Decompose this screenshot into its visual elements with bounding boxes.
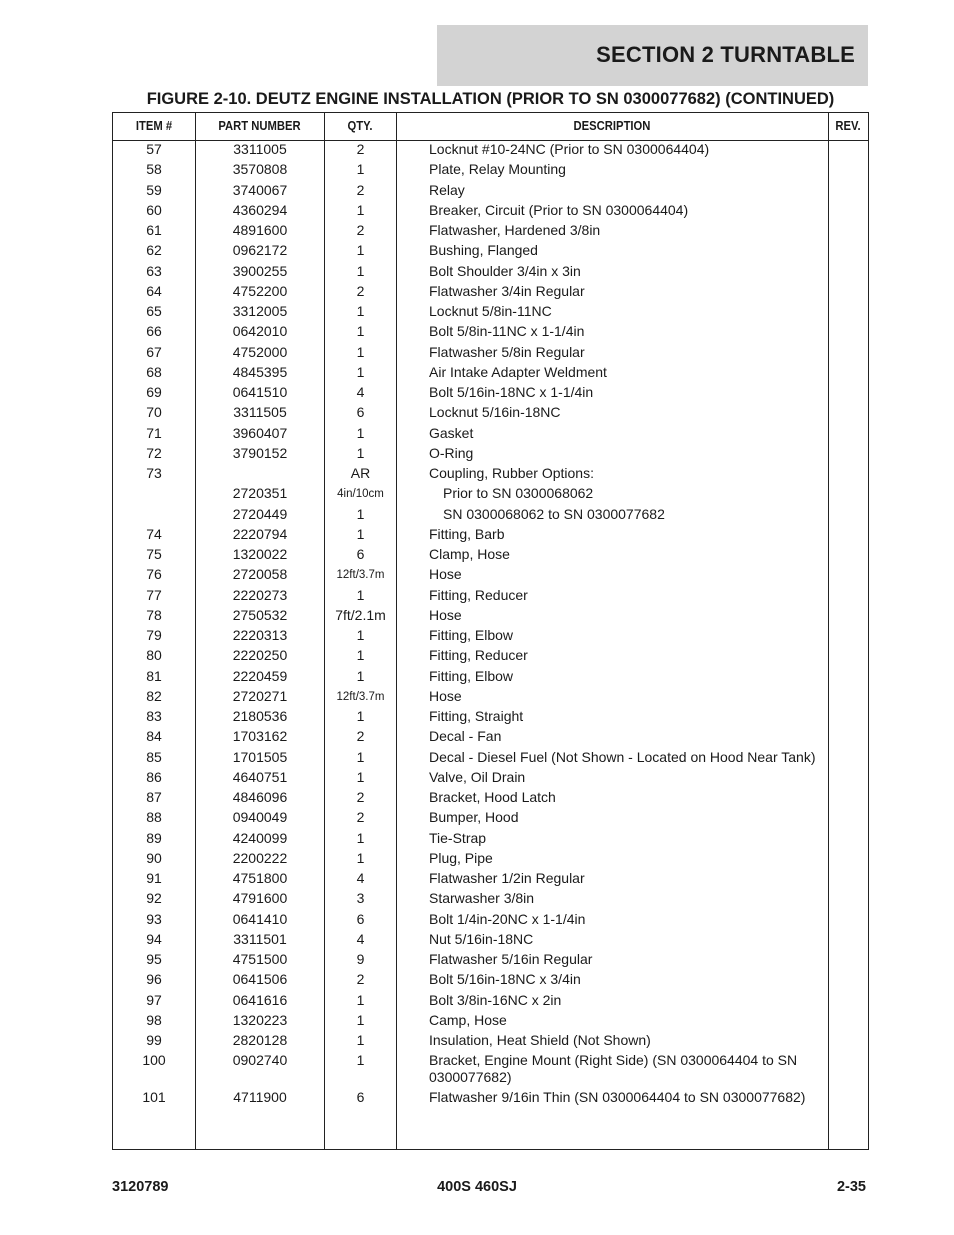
item-number: 72 bbox=[146, 444, 162, 461]
footer-doc-number: 3120789 bbox=[112, 1179, 169, 1195]
description: Prior to SN 0300068062 bbox=[443, 485, 594, 502]
item-number: 68 bbox=[146, 363, 162, 380]
description: Flatwasher 5/16in Regular bbox=[429, 951, 593, 967]
description: Flatwasher 1/2in Regular bbox=[429, 870, 585, 886]
part-number: 2720351 bbox=[232, 485, 288, 502]
quantity: 1 bbox=[356, 627, 365, 643]
part-number: 3312005 bbox=[232, 303, 288, 319]
quantity: 12ft/3.7m bbox=[336, 569, 385, 582]
part-number: 3960407 bbox=[232, 424, 288, 441]
item-number: 64 bbox=[146, 282, 162, 299]
description: Flatwasher 9/16in Thin (SN 0300064404 to SN 0300077682) bbox=[429, 1089, 806, 1106]
quantity: 1 bbox=[356, 525, 365, 542]
part-number: 2220794 bbox=[232, 525, 288, 542]
quantity: 2 bbox=[356, 789, 365, 805]
part-number: 0642010 bbox=[232, 323, 288, 340]
description: Fitting, Reducer bbox=[429, 586, 528, 603]
item-number: 61 bbox=[146, 222, 162, 238]
part-number: 2200222 bbox=[232, 849, 288, 866]
item-number: 63 bbox=[146, 262, 162, 279]
quantity: 1 bbox=[356, 201, 365, 218]
part-number: 3900255 bbox=[232, 262, 288, 279]
quantity: 6 bbox=[356, 1089, 365, 1106]
part-number: 3311501 bbox=[233, 930, 287, 947]
item-number: 67 bbox=[146, 343, 162, 360]
parts-table bbox=[112, 112, 869, 1150]
item-number: 65 bbox=[146, 303, 162, 319]
quantity: 6 bbox=[356, 910, 365, 927]
item-number: 96 bbox=[146, 971, 162, 988]
description: Bracket, Engine Mount (Right Side) (SN 0300064404 to SN 0300077682) bbox=[429, 1052, 798, 1086]
item-number: 78 bbox=[146, 606, 162, 623]
description: Plate, Relay Mounting bbox=[429, 161, 566, 178]
quantity: 1 bbox=[356, 343, 365, 360]
section-title: SECTION 2 TURNTABLE bbox=[596, 42, 855, 67]
description: Decal - Fan bbox=[429, 728, 502, 745]
quantity: 1 bbox=[356, 586, 365, 603]
item-number: 77 bbox=[146, 586, 162, 603]
item-number: 88 bbox=[146, 809, 162, 826]
quantity: 4 bbox=[356, 384, 365, 400]
part-number: 0641506 bbox=[232, 971, 288, 988]
item-number: 74 bbox=[146, 525, 162, 542]
item-number: 89 bbox=[146, 829, 162, 846]
item-number: 81 bbox=[146, 667, 162, 684]
description: Hose bbox=[429, 687, 462, 704]
item-number: 82 bbox=[146, 687, 162, 704]
description: Flatwasher 3/4in Regular bbox=[429, 282, 585, 299]
description: Fitting, Barb bbox=[429, 525, 505, 542]
item-number: 99 bbox=[146, 1032, 162, 1048]
part-number: 0641616 bbox=[232, 991, 288, 1008]
quantity: 1 bbox=[356, 303, 365, 319]
figure-title: FIGURE 2-10. DEUTZ ENGINE INSTALLATION (PRIOR TO SN 0300077682) (CONTINUED) bbox=[146, 90, 835, 108]
column-header-qty: QTY. bbox=[347, 119, 373, 133]
column-header-item: ITEM # bbox=[135, 119, 173, 133]
description: Bolt 1/4in-20NC x 1-1/4in bbox=[429, 910, 586, 927]
part-number: 3740067 bbox=[232, 181, 288, 198]
quantity: 1 bbox=[356, 991, 365, 1008]
description: Fitting, Elbow bbox=[429, 667, 514, 684]
item-number: 94 bbox=[146, 930, 162, 947]
quantity: 1 bbox=[356, 1011, 365, 1028]
part-number: 1320022 bbox=[232, 546, 288, 562]
description: Hose bbox=[429, 566, 462, 583]
description: Nut 5/16in-18NC bbox=[429, 930, 534, 947]
description: Clamp, Hose bbox=[429, 546, 510, 562]
item-number: 92 bbox=[146, 890, 162, 907]
description: Valve, Oil Drain bbox=[429, 768, 526, 785]
quantity: 1 bbox=[356, 647, 365, 664]
description: Gasket bbox=[429, 424, 474, 441]
quantity: 1 bbox=[356, 1032, 365, 1048]
item-number: 71 bbox=[146, 424, 162, 441]
description: Plug, Pipe bbox=[429, 849, 493, 866]
part-number: 0940049 bbox=[232, 809, 288, 826]
item-number: 80 bbox=[146, 647, 162, 664]
quantity: 4in/10cm bbox=[337, 488, 384, 501]
part-number: 2750532 bbox=[232, 606, 288, 623]
quantity: AR bbox=[350, 465, 371, 481]
item-number: 90 bbox=[146, 849, 162, 866]
description: Locknut 5/8in-11NC bbox=[429, 303, 552, 319]
part-number: 4752000 bbox=[232, 343, 288, 360]
quantity: 1 bbox=[356, 1052, 365, 1069]
description: Bumper, Hood bbox=[429, 809, 519, 826]
quantity: 2 bbox=[356, 282, 365, 299]
description: Bushing, Flanged bbox=[429, 242, 538, 259]
quantity: 1 bbox=[356, 242, 365, 259]
item-number: 83 bbox=[146, 708, 162, 724]
quantity: 2 bbox=[356, 141, 365, 157]
description: Decal - Diesel Fuel (Not Shown - Located on Hood Near Tank) bbox=[429, 748, 816, 765]
item-number: 76 bbox=[146, 566, 162, 583]
item-number: 91 bbox=[146, 870, 162, 886]
part-number: 3311005 bbox=[233, 141, 287, 157]
quantity: 3 bbox=[356, 890, 365, 907]
description: Fitting, Reducer bbox=[429, 647, 528, 664]
quantity: 1 bbox=[356, 748, 365, 765]
part-number: 2180536 bbox=[232, 708, 288, 724]
table-header-row bbox=[113, 113, 868, 141]
quantity: 7ft/2.1m bbox=[335, 606, 386, 623]
quantity: 1 bbox=[356, 161, 365, 178]
part-number: 0641510 bbox=[232, 384, 288, 400]
column-header-part-number: PART NUMBER bbox=[218, 119, 301, 133]
part-number: 4845395 bbox=[232, 363, 288, 380]
quantity: 2 bbox=[356, 809, 365, 826]
item-number: 69 bbox=[146, 384, 162, 400]
quantity: 9 bbox=[356, 951, 365, 967]
quantity: 6 bbox=[356, 404, 365, 421]
item-number: 58 bbox=[146, 161, 162, 178]
description: O-Ring bbox=[429, 444, 474, 461]
quantity: 1 bbox=[356, 768, 365, 785]
part-number: 2220459 bbox=[232, 667, 288, 684]
part-number: 2220313 bbox=[232, 627, 288, 643]
part-number: 4751800 bbox=[232, 870, 288, 886]
item-number: 79 bbox=[146, 627, 162, 643]
description: Tie-Strap bbox=[429, 829, 487, 846]
description: Camp, Hose bbox=[429, 1011, 507, 1028]
description: Breaker, Circuit (Prior to SN 0300064404) bbox=[429, 201, 689, 218]
description: Insulation, Heat Shield (Not Shown) bbox=[429, 1032, 651, 1048]
column-header-description: DESCRIPTION bbox=[573, 119, 651, 133]
quantity: 1 bbox=[356, 708, 365, 724]
item-number: 87 bbox=[146, 789, 162, 805]
part-number: 0962172 bbox=[232, 242, 288, 259]
quantity: 2 bbox=[356, 728, 365, 745]
item-number: 73 bbox=[146, 465, 162, 481]
description: Locknut #10-24NC (Prior to SN 0300064404) bbox=[429, 141, 710, 157]
description: Locknut 5/16in-18NC bbox=[429, 404, 561, 421]
part-number: 0902740 bbox=[232, 1052, 288, 1069]
quantity: 1 bbox=[356, 849, 365, 866]
quantity: 2 bbox=[356, 222, 365, 238]
part-number: 3790152 bbox=[232, 444, 288, 461]
part-number: 4752200 bbox=[232, 282, 288, 299]
item-number: 59 bbox=[146, 181, 162, 198]
description: Air Intake Adapter Weldment bbox=[429, 363, 607, 380]
item-number: 93 bbox=[146, 910, 162, 927]
part-number: 0641410 bbox=[232, 910, 288, 927]
description: Coupling, Rubber Options: bbox=[429, 465, 594, 481]
item-number: 57 bbox=[146, 141, 162, 157]
description: Hose bbox=[429, 606, 462, 623]
part-number: 2720271 bbox=[232, 687, 288, 704]
part-number: 2220250 bbox=[232, 647, 288, 664]
part-number: 4846096 bbox=[232, 789, 288, 805]
footer-model: 400S 460SJ bbox=[437, 1179, 517, 1195]
part-number: 4640751 bbox=[232, 768, 288, 785]
quantity: 1 bbox=[356, 829, 365, 846]
quantity: 6 bbox=[356, 546, 365, 562]
part-number: 4711900 bbox=[233, 1089, 287, 1106]
description: Bolt 5/16in-18NC x 3/4in bbox=[429, 971, 581, 988]
item-number: 60 bbox=[146, 201, 162, 218]
item-number: 95 bbox=[146, 951, 162, 967]
part-number: 1701505 bbox=[232, 748, 288, 765]
quantity: 1 bbox=[356, 667, 365, 684]
item-number: 75 bbox=[146, 546, 162, 562]
part-number: 1703162 bbox=[232, 728, 288, 745]
part-number: 4791600 bbox=[232, 890, 288, 907]
description: Bolt 5/8in-11NC x 1-1/4in bbox=[429, 323, 585, 340]
quantity: 4 bbox=[356, 930, 365, 947]
section-band bbox=[437, 25, 868, 86]
description: Flatwasher 5/8in Regular bbox=[429, 343, 585, 360]
part-number: 4751500 bbox=[232, 951, 288, 967]
part-number: 4360294 bbox=[232, 201, 288, 218]
item-number: 100 bbox=[142, 1052, 166, 1069]
part-number: 2720058 bbox=[232, 566, 288, 583]
item-number: 85 bbox=[146, 748, 162, 765]
description: Bracket, Hood Latch bbox=[429, 789, 556, 805]
part-number: 2220273 bbox=[232, 586, 288, 603]
description: Relay bbox=[429, 181, 465, 198]
quantity: 2 bbox=[356, 971, 365, 988]
description: Fitting, Elbow bbox=[429, 627, 514, 643]
item-number: 62 bbox=[146, 242, 162, 259]
quantity: 12ft/3.7m bbox=[336, 690, 385, 703]
footer-page-number: 2-35 bbox=[836, 1179, 866, 1195]
quantity: 1 bbox=[356, 262, 365, 279]
quantity: 1 bbox=[356, 444, 365, 461]
item-number: 66 bbox=[146, 323, 162, 340]
part-number: 4240099 bbox=[232, 829, 288, 846]
quantity: 1 bbox=[356, 363, 365, 380]
item-number: 84 bbox=[146, 728, 162, 745]
quantity: 1 bbox=[356, 505, 365, 522]
description: SN 0300068062 to SN 0300077682 bbox=[443, 505, 665, 522]
item-number: 98 bbox=[146, 1011, 162, 1028]
part-number: 3570808 bbox=[232, 161, 288, 178]
part-number: 4891600 bbox=[232, 222, 288, 238]
item-number: 70 bbox=[146, 404, 162, 421]
quantity: 1 bbox=[356, 323, 365, 340]
part-number: 2720449 bbox=[232, 505, 288, 522]
item-number: 101 bbox=[142, 1089, 166, 1106]
description: Bolt 5/16in-18NC x 1-1/4in bbox=[429, 384, 594, 400]
description: Starwasher 3/8in bbox=[429, 890, 535, 907]
description: Flatwasher, Hardened 3/8in bbox=[429, 222, 601, 238]
part-number: 1320223 bbox=[232, 1011, 288, 1028]
description: Bolt Shoulder 3/4in x 3in bbox=[429, 262, 581, 279]
part-number: 3311505 bbox=[233, 404, 287, 421]
description: Bolt 3/8in-16NC x 2in bbox=[429, 991, 562, 1008]
item-number: 97 bbox=[146, 991, 162, 1008]
item-number: 86 bbox=[146, 768, 162, 785]
part-number: 2820128 bbox=[232, 1032, 288, 1048]
quantity: 2 bbox=[356, 181, 365, 198]
column-divider bbox=[396, 113, 397, 1149]
column-header-rev: REV. bbox=[835, 119, 861, 133]
description: Fitting, Straight bbox=[429, 708, 524, 724]
quantity: 1 bbox=[356, 424, 365, 441]
quantity: 4 bbox=[356, 870, 365, 886]
